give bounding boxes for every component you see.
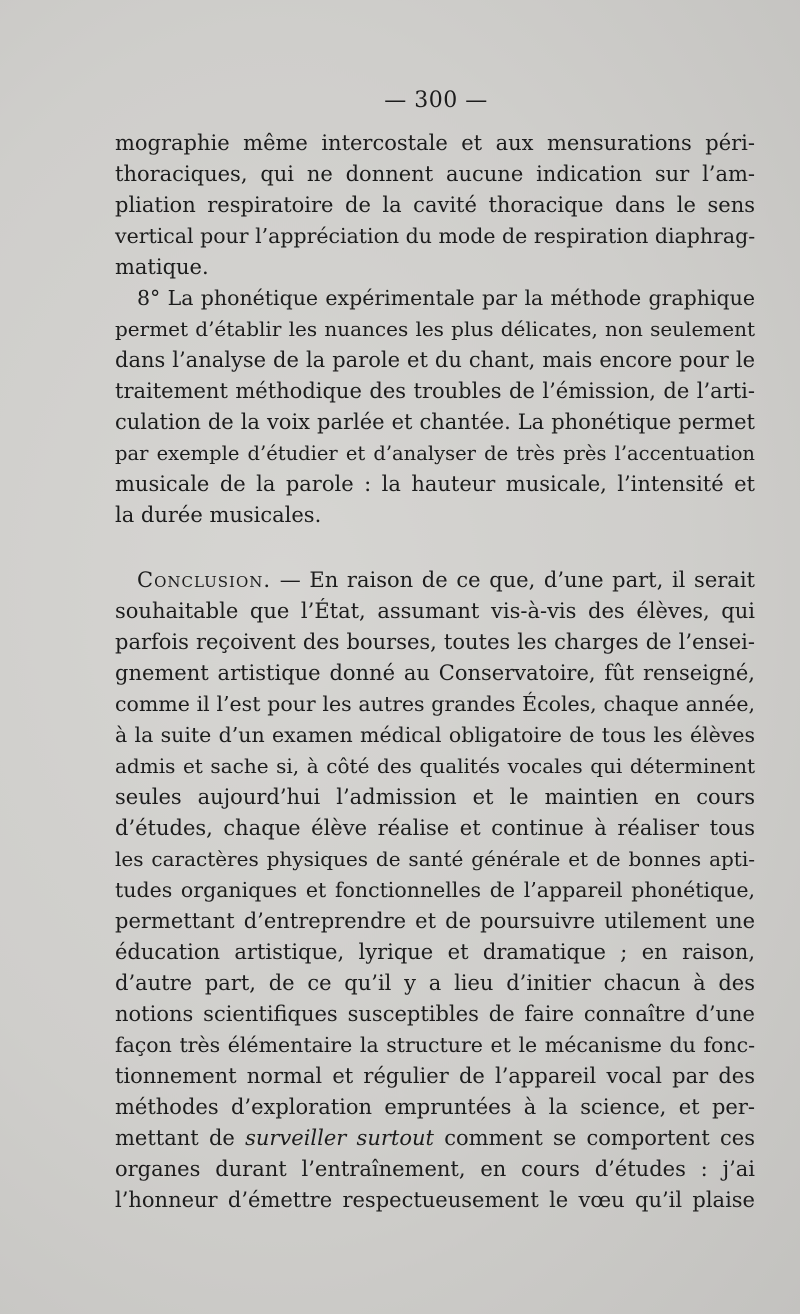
text-line: musicale de la parole : la hauteur musicale, l’intensité et bbox=[115, 472, 755, 496]
text-line: permettant d’entreprendre et de poursuivre utilement une bbox=[115, 909, 755, 933]
text-line: matique. bbox=[115, 255, 209, 279]
text-line: l’honneur d’émettre respectueusement le vœu qu’il plaise bbox=[115, 1188, 755, 1212]
text-line: admis et sache si, à côté des qualités vocales qui déterminent bbox=[115, 754, 755, 778]
text-line: parfois reçoivent des bourses, toutes les charges de l’ensei- bbox=[115, 630, 755, 654]
text-line: pliation respiratoire de la cavité thoracique dans le sens bbox=[115, 193, 755, 217]
italic-emphasis: surveiller surtout bbox=[245, 1126, 434, 1150]
text-line: seules aujourd’hui l’admission et le maintien en cours bbox=[115, 785, 755, 809]
text-line: traitement méthodique des troubles de l’émission, de l’arti- bbox=[115, 379, 755, 403]
text-line: tionnement normal et régulier de l’appareil vocal par des bbox=[115, 1064, 755, 1088]
text-line: dans l’analyse de la parole et du chant, mais encore pour le bbox=[115, 348, 755, 372]
conclusion-first-line-text: — En raison de ce que, d’une part, il serait bbox=[279, 568, 755, 592]
text-line: souhaitable que l’État, assumant vis-à-vis des élèves, qui bbox=[115, 599, 755, 623]
italic-line-before: mettant de bbox=[115, 1126, 246, 1150]
text-line: d’études, chaque élève réalise et continue à réaliser tous bbox=[115, 816, 755, 840]
text-line: permet d’établir les nuances les plus délicates, non seulement bbox=[115, 317, 755, 341]
text-line: comme il l’est pour les autres grandes Écoles, chaque année, bbox=[115, 692, 755, 716]
text-line: par exemple d’étudier et d’analyser de très près l’accentuation bbox=[115, 442, 755, 465]
conclusion-paragraph bbox=[115, 565, 755, 1216]
text-line: d’autre part, de ce qu’il y a lieu d’initier chacun à des bbox=[115, 971, 755, 995]
text-line: mographie même intercostale et aux mensurations péri- bbox=[115, 131, 755, 155]
text-line-with-italic bbox=[115, 1123, 755, 1154]
italic-line-after: comment se comportent ces bbox=[433, 1126, 755, 1150]
text-line: thoraciques, qui ne donnent aucune indication sur l’am- bbox=[115, 162, 755, 186]
text-line: 8° La phonétique expérimentale par la méthode graphique bbox=[137, 286, 755, 310]
page-number: — 300 — bbox=[384, 88, 488, 113]
conclusion-first-line bbox=[115, 565, 755, 596]
text-line: vertical pour l’appréciation du mode de respiration diaphrag- bbox=[115, 224, 756, 248]
text-line: façon très élémentaire la structure et le mécanisme du fonc- bbox=[115, 1033, 755, 1057]
paragraph-1 bbox=[115, 128, 755, 283]
text-line: les caractères physiques de santé générale et de bonnes apti- bbox=[115, 847, 755, 871]
paragraph-2 bbox=[115, 283, 755, 531]
conclusion-heading: Conclusion. bbox=[137, 568, 272, 592]
text-line: éducation artistique, lyrique et dramatique ; en raison, bbox=[115, 940, 755, 964]
text-line: organes durant l’entraînement, en cours d’études : j’ai bbox=[115, 1157, 755, 1181]
text-line: tudes organiques et fonctionnelles de l’appareil phonétique, bbox=[115, 878, 755, 902]
text-line: à la suite d’un examen médical obligatoire de tous les élèves bbox=[115, 723, 755, 747]
text-line: culation de la voix parlée et chantée. La phonétique permet bbox=[115, 410, 755, 434]
text-line: méthodes d’exploration empruntées à la science, et per- bbox=[115, 1095, 755, 1119]
text-line: la durée musicales. bbox=[115, 503, 322, 527]
text-line: gnement artistique donné au Conservatoire, fût renseigné, bbox=[115, 661, 755, 685]
text-line: notions scientifiques susceptibles de faire connaître d’une bbox=[115, 1002, 755, 1026]
